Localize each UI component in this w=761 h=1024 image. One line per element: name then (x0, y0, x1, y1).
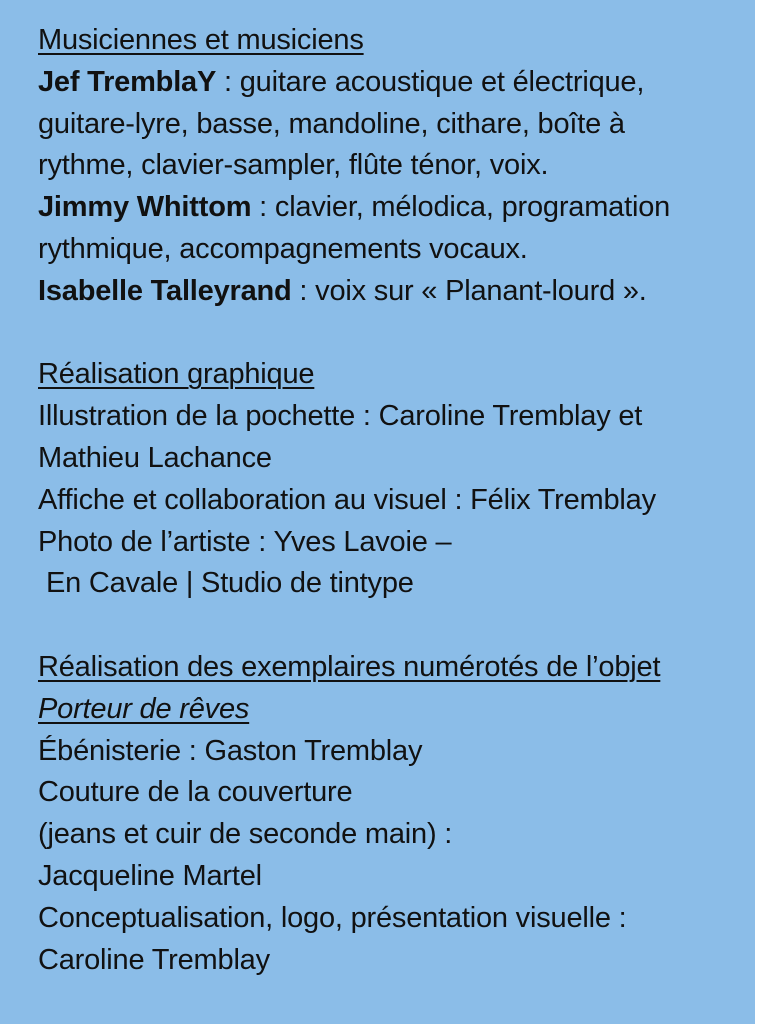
section-spacer (38, 313, 741, 355)
object-line-3: (jeans et cuir de seconde main) : (38, 818, 453, 851)
graphics-heading: Réalisation graphique (38, 358, 315, 391)
object-heading: Réalisation des exemplaires numérotés de l’objet (38, 650, 661, 683)
right-edge-strip (755, 0, 761, 1024)
credit-text: guitare acoustique et électrique, (239, 65, 645, 98)
object-line-6: Caroline Tremblay (38, 943, 270, 976)
name-separator: : (216, 65, 240, 98)
object-section (38, 647, 741, 981)
name-separator: : (251, 191, 275, 224)
object-line-5: Conceptualisation, logo, présentation visuelle : (38, 901, 627, 934)
section-spacer (38, 605, 741, 647)
object-title: Porteur de rêves (38, 692, 250, 725)
graphics-line-4: Photo de l’artiste : Yves Lavoie – (38, 525, 452, 558)
credit-jef-line-1 (38, 62, 741, 104)
graphics-line-5: En Cavale | Studio de tintype (46, 567, 414, 600)
credit-jef-line-3: rythme, clavier-sampler, flûte ténor, voix. (38, 149, 549, 182)
credit-text: clavier, mélodica, programation (274, 191, 671, 224)
object-line-1: Ébénisterie : Gaston Tremblay (38, 734, 423, 767)
credit-jef-line-2: guitare-lyre, basse, mandoline, cithare, boîte à (38, 107, 625, 140)
musicians-section (38, 20, 741, 313)
object-line-2: Couture de la couverture (38, 776, 353, 809)
credit-text: voix sur « Planant-lourd ». (315, 274, 647, 307)
graphics-line-2: Mathieu Lachance (38, 441, 272, 474)
musician-name-isabelle: Isabelle Talleyrand (38, 274, 292, 307)
name-separator: : (291, 274, 316, 307)
graphics-line-3: Affiche et collaboration au visuel : Félix Tremblay (38, 483, 656, 516)
musician-name-jef: Jef TremblaY (38, 65, 217, 98)
graphics-line-1: Illustration de la pochette : Caroline Tremblay et (38, 400, 643, 433)
credit-isabelle-line-1 (38, 271, 741, 313)
musician-name-jimmy: Jimmy Whittom (38, 191, 252, 224)
object-line-4: Jacqueline Martel (38, 859, 262, 892)
graphics-section (38, 354, 741, 605)
musicians-heading: Musiciennes et musiciens (38, 24, 364, 56)
credit-jimmy-line-1 (38, 187, 741, 229)
credit-jimmy-line-2: rythmique, accompagnements vocaux. (38, 232, 528, 265)
